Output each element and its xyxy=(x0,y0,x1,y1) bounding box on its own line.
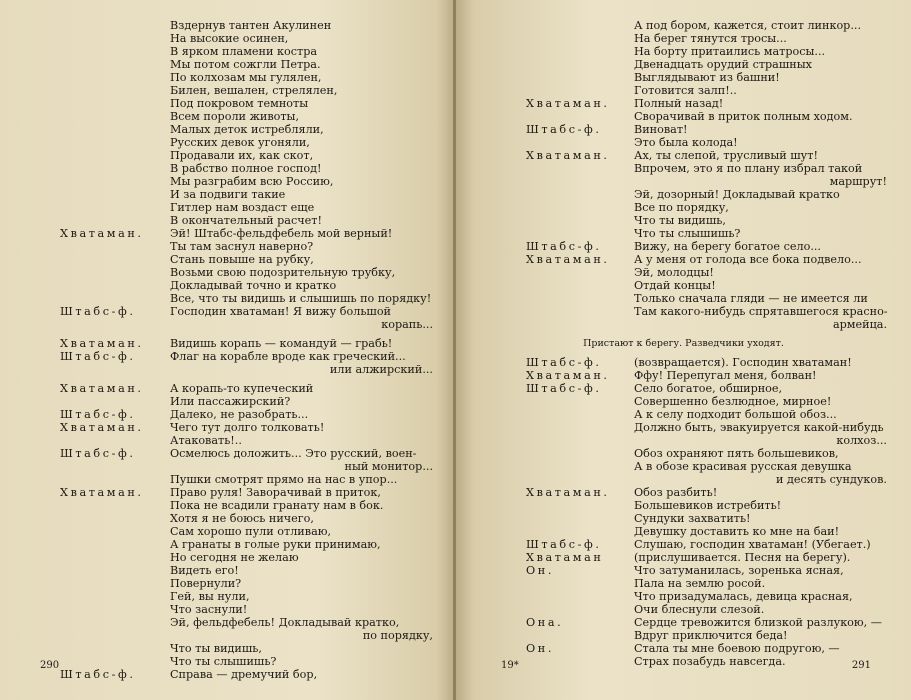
text-line xyxy=(456,590,911,603)
speaker-name: Хватаман. xyxy=(526,369,610,382)
line-text: армейца. xyxy=(832,318,887,331)
text-line xyxy=(456,58,911,71)
speaker-name: Штабс-ф. xyxy=(60,447,136,460)
text-line xyxy=(0,32,455,45)
speaker-name: Штабс-ф. xyxy=(526,538,602,551)
line-text: На борту притаились матросы... xyxy=(634,45,826,58)
line-text: Малых деток истребляли, xyxy=(170,123,324,136)
speaker-name: Хватаман xyxy=(526,551,604,564)
line-text: Пушки смотрят прямо на нас в упор... xyxy=(170,473,398,486)
text-line xyxy=(456,551,911,564)
text-line xyxy=(0,434,455,447)
line-text: Под покровом темноты xyxy=(170,97,309,110)
speaker-name: Хватаман. xyxy=(60,382,144,395)
text-line xyxy=(0,603,455,616)
text-line xyxy=(0,266,455,279)
speaker-name: Хватаман. xyxy=(60,337,144,350)
line-text: Готовится залп!.. xyxy=(634,84,737,97)
text-line xyxy=(0,538,455,551)
text-line xyxy=(456,616,911,629)
line-text: Пала на землю росой. xyxy=(634,577,766,590)
text-line xyxy=(0,279,455,292)
line-text: Хотя я не боюсь ничего, xyxy=(170,512,314,525)
line-text: Виноват! xyxy=(634,123,688,136)
text-line xyxy=(0,240,455,253)
left-page-text xyxy=(0,19,455,681)
text-line xyxy=(0,512,455,525)
text-line xyxy=(0,590,455,603)
line-text: Чего тут долго толковать! xyxy=(170,421,325,434)
text-line xyxy=(0,564,455,577)
line-text: Обоз разбить! xyxy=(634,486,718,499)
text-line xyxy=(456,655,911,668)
line-text: Вижу, на берегу богатое село... xyxy=(634,240,821,253)
text-line xyxy=(456,408,911,421)
text-line xyxy=(0,499,455,512)
line-text: Эй! Штабс-фельдфебель мой верный! xyxy=(170,227,393,240)
text-line xyxy=(0,473,455,486)
speaker-name: Штабс-ф. xyxy=(526,240,602,253)
line-text: Сердце тревожится близкой разлукою, — xyxy=(634,616,882,629)
text-line xyxy=(456,305,911,318)
signature-mark: 19* xyxy=(501,660,519,671)
text-line xyxy=(0,350,455,363)
left-page xyxy=(0,0,455,700)
text-line xyxy=(0,292,455,305)
text-line xyxy=(0,97,455,110)
speaker-name: Хватаман. xyxy=(526,149,610,162)
text-line xyxy=(0,577,455,590)
line-text: Повернули? xyxy=(170,577,242,590)
line-text: Возьми свою подозрительную трубку, xyxy=(170,266,396,279)
line-text: Должно быть, эвакуируется какой-нибудь xyxy=(634,421,884,434)
line-text: Что ты слышишь? xyxy=(634,227,741,240)
text-line xyxy=(0,19,455,32)
speaker-name: Она. xyxy=(526,616,564,629)
text-line xyxy=(0,110,455,123)
line-text: По колхозам мы гулялен, xyxy=(170,71,322,84)
line-text: Село богатое, обширное, xyxy=(634,382,783,395)
line-text: Все по порядку, xyxy=(634,201,729,214)
text-line xyxy=(0,408,455,421)
line-text: Мы разграбим всю Россию, xyxy=(170,175,334,188)
line-text: Докладывай точно и кратко xyxy=(170,279,337,292)
line-text: Флаг на корабле вроде как греческий... xyxy=(170,350,406,363)
line-text: Ах, ты слепой, трусливый шут! xyxy=(634,149,818,162)
line-text: ный монитор... xyxy=(344,460,433,473)
text-line xyxy=(0,253,455,266)
text-line xyxy=(0,447,455,460)
text-line xyxy=(456,19,911,32)
text-line xyxy=(0,460,455,473)
text-line xyxy=(456,525,911,538)
text-line xyxy=(456,149,911,162)
text-line xyxy=(456,460,911,473)
text-line xyxy=(456,266,911,279)
line-text: Что ты слышишь? xyxy=(170,655,277,668)
line-text: Что ты видишь, xyxy=(170,642,262,655)
line-text: Ффу! Перепугал меня, болван! xyxy=(634,369,817,382)
text-line xyxy=(0,551,455,564)
line-text: и десять сундуков. xyxy=(775,473,887,486)
text-line xyxy=(456,318,911,331)
line-text: (прислушивается. Песня на берегу). xyxy=(634,551,851,564)
speaker-name: Штабс-ф. xyxy=(60,350,136,363)
text-line xyxy=(456,123,911,136)
line-text: Стала ты мне боевою подругою, — xyxy=(634,642,840,655)
text-line xyxy=(0,318,455,331)
text-line xyxy=(456,162,911,175)
text-line xyxy=(456,337,911,350)
text-line xyxy=(456,629,911,642)
line-text: В окончательный расчет! xyxy=(170,214,322,227)
line-text: Что призадумалась, девица красная, xyxy=(634,590,853,603)
text-line xyxy=(456,201,911,214)
line-text: Пока не всадили гранату нам в бок. xyxy=(170,499,384,512)
line-text: А корапь-то купеческий xyxy=(170,382,314,395)
text-line xyxy=(456,447,911,460)
line-text: Справа — дремучий бор, xyxy=(170,668,318,681)
text-line xyxy=(0,71,455,84)
text-line xyxy=(456,188,911,201)
line-text: В ярком пламени костра xyxy=(170,45,318,58)
text-line xyxy=(0,655,455,668)
text-line xyxy=(456,253,911,266)
text-line xyxy=(456,642,911,655)
text-line xyxy=(456,434,911,447)
line-text: колхоз... xyxy=(836,434,887,447)
line-text: Право руля! Заворачивай в приток, xyxy=(170,486,381,499)
line-text: Там какого-нибудь спрятавшегося красно- xyxy=(634,305,888,318)
line-text: И за подвиги такие xyxy=(170,188,286,201)
speaker-name: Штабс-ф. xyxy=(60,305,136,318)
line-text: На берег тянутся тросы... xyxy=(634,32,787,45)
speaker-name: Он. xyxy=(526,564,554,577)
text-line xyxy=(0,305,455,318)
text-line xyxy=(456,421,911,434)
line-text: Это была колода! xyxy=(634,136,738,149)
text-line xyxy=(456,227,911,240)
text-line xyxy=(0,486,455,499)
text-line xyxy=(456,538,911,551)
speaker-name: Штабс-ф. xyxy=(60,408,136,421)
line-text: Обоз охраняют пять большевиков, xyxy=(634,447,839,460)
text-line xyxy=(456,136,911,149)
line-text: Сам хорошо пули отливаю, xyxy=(170,525,332,538)
text-line xyxy=(456,279,911,292)
line-text: Полный назад! xyxy=(634,97,724,110)
right-page-number: 291 xyxy=(851,660,871,671)
line-text: Стань повыше на рубку, xyxy=(170,253,314,266)
text-line xyxy=(456,577,911,590)
line-text: А гранаты в голые руки принимаю, xyxy=(170,538,381,551)
text-line xyxy=(456,603,911,616)
speaker-name: Хватаман. xyxy=(60,486,144,499)
text-line xyxy=(0,642,455,655)
line-text: А к селу подходит большой обоз... xyxy=(634,408,837,421)
line-text: Или пассажирский? xyxy=(170,395,291,408)
text-line xyxy=(456,369,911,382)
line-text: А под бором, кажется, стоит линкор... xyxy=(634,19,862,32)
text-line xyxy=(0,149,455,162)
text-line xyxy=(0,84,455,97)
text-line xyxy=(456,395,911,408)
text-line xyxy=(456,97,911,110)
line-text: Эй, молодцы! xyxy=(634,266,714,279)
text-line xyxy=(456,382,911,395)
speaker-name: Хватаман. xyxy=(526,253,610,266)
line-text: Осмелюсь доложить... Это русский, воен- xyxy=(170,447,417,460)
speaker-name: Хватаман. xyxy=(526,97,610,110)
line-text: Сворачивай в приток полным ходом. xyxy=(634,110,853,123)
line-text: Очи блеснули слезой. xyxy=(634,603,765,616)
text-line xyxy=(456,356,911,369)
line-text: Выглядывают из башни! xyxy=(634,71,780,84)
line-text: Продавали их, как скот, xyxy=(170,149,314,162)
line-text: Эй, дозорный! Докладывай кратко xyxy=(634,188,840,201)
text-line xyxy=(456,240,911,253)
text-line xyxy=(0,188,455,201)
line-text: Эй, фельдфебель! Докладывай кратко, xyxy=(170,616,400,629)
text-line xyxy=(0,668,455,681)
text-line xyxy=(456,292,911,305)
text-line xyxy=(456,71,911,84)
text-line xyxy=(0,123,455,136)
text-line xyxy=(456,214,911,227)
text-line xyxy=(456,45,911,58)
line-text: (возвращается). Господин хватаман! xyxy=(634,356,852,369)
text-line xyxy=(0,136,455,149)
line-text: Только сначала гляди — не имеется ли xyxy=(634,292,868,305)
speaker-name: Хватаман. xyxy=(60,227,144,240)
line-text: или алжирский... xyxy=(329,363,433,376)
line-text: Впрочем, это я по плану избрал такой xyxy=(634,162,863,175)
line-text: Господин хватаман! Я вижу большой xyxy=(170,305,392,318)
line-text: Страх позабудь навсегда. xyxy=(634,655,786,668)
text-line xyxy=(0,421,455,434)
text-line xyxy=(456,499,911,512)
speaker-name: Штабс-ф. xyxy=(526,382,602,395)
text-line xyxy=(456,32,911,45)
line-text: Вздернув тантен Акулинен xyxy=(170,19,332,32)
right-page-text xyxy=(456,19,911,668)
line-text: Атаковать!.. xyxy=(170,434,242,447)
line-text: Что ты видишь, xyxy=(634,214,726,227)
text-line xyxy=(0,363,455,376)
line-text: А в обозе красивая русская девушка xyxy=(634,460,852,473)
line-text: Ты там заснул наверно? xyxy=(170,240,314,253)
line-text: Гей, вы нули, xyxy=(170,590,250,603)
text-line xyxy=(0,175,455,188)
text-line xyxy=(0,162,455,175)
line-text: корапь... xyxy=(381,318,433,331)
text-line xyxy=(456,564,911,577)
line-text: Отдай концы! xyxy=(634,279,716,292)
line-text: Мы потом сожгли Петра. xyxy=(170,58,321,71)
line-text: Всем пороли животы, xyxy=(170,110,300,123)
line-text: Далеко, не разобрать... xyxy=(170,408,309,421)
line-text: Видеть его! xyxy=(170,564,239,577)
speaker-name: Хватаман. xyxy=(526,486,610,499)
speaker-name: Он. xyxy=(526,642,554,655)
text-line xyxy=(0,395,455,408)
stage-direction: Пристают к берегу. Разведчики уходят. xyxy=(583,338,784,349)
text-line xyxy=(456,473,911,486)
text-line xyxy=(0,227,455,240)
left-page-number: 290 xyxy=(40,660,60,671)
text-line xyxy=(0,525,455,538)
line-text: Двенадцать орудий страшных xyxy=(634,58,812,71)
text-line xyxy=(0,214,455,227)
text-line xyxy=(456,110,911,123)
line-text: Русских девок угоняли, xyxy=(170,136,310,149)
line-text: Сундуки захватить! xyxy=(634,512,751,525)
line-text: Вдруг приключится беда! xyxy=(634,629,788,642)
line-text: Но сегодня не желаю xyxy=(170,551,299,564)
line-text: Большевиков истребить! xyxy=(634,499,782,512)
text-line xyxy=(0,382,455,395)
line-text: Девушку доставить ко мне на баи! xyxy=(634,525,840,538)
line-text: Гитлер нам воздаст еще xyxy=(170,201,315,214)
speaker-name: Штабс-ф. xyxy=(526,356,602,369)
text-line xyxy=(456,175,911,188)
speaker-name: Штабс-ф. xyxy=(526,123,602,136)
text-line xyxy=(0,629,455,642)
line-text: Билен, вешален, стрелялен, xyxy=(170,84,338,97)
line-text: На высокие осинен, xyxy=(170,32,289,45)
speaker-name: Хватаман. xyxy=(60,421,144,434)
speaker-name: Штабс-ф. xyxy=(60,668,136,681)
line-text: маршрут! xyxy=(829,175,887,188)
line-text: по порядку, xyxy=(362,629,433,642)
text-line xyxy=(456,512,911,525)
text-line xyxy=(456,84,911,97)
line-text: Что затуманилась, зоренька ясная, xyxy=(634,564,844,577)
text-line xyxy=(0,58,455,71)
text-line xyxy=(0,616,455,629)
line-text: Что заснули! xyxy=(170,603,248,616)
line-text: А у меня от голода все бока подвело... xyxy=(634,253,862,266)
line-text: Совершенно безлюдное, мирное! xyxy=(634,395,832,408)
text-line xyxy=(456,486,911,499)
text-line xyxy=(0,45,455,58)
line-text: Видишь корапь — командуй — грабь! xyxy=(170,337,393,350)
text-line xyxy=(0,201,455,214)
line-text: В рабство полное господ! xyxy=(170,162,322,175)
line-text: Все, что ты видишь и слышишь по порядку! xyxy=(170,292,432,305)
right-page xyxy=(456,0,911,700)
line-text: Слушаю, господин хватаман! (Убегает.) xyxy=(634,538,871,551)
text-line xyxy=(0,337,455,350)
